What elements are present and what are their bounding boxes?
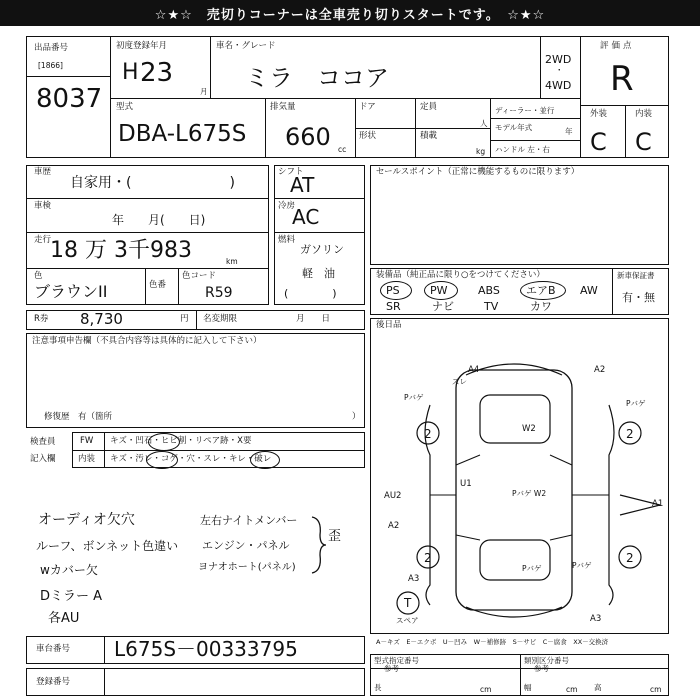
ext-label: 外装: [590, 109, 608, 119]
note-line3: wカバー欠: [40, 563, 98, 577]
r-ticket-value: 8,730: [80, 310, 123, 328]
fuel-alt: 軽 油: [302, 267, 335, 280]
equip-pw-circle: [424, 281, 458, 300]
tire-fr: 2: [626, 427, 634, 441]
r-ticket-unit: 円: [180, 314, 189, 324]
mark-t: T: [404, 596, 412, 610]
history-value: 自家用・( ): [70, 175, 235, 191]
type-label: 型式: [116, 102, 134, 112]
footer-ref2: 参考: [534, 664, 549, 673]
color-label: 色: [34, 271, 43, 281]
history-label: 車歴: [34, 167, 52, 177]
spare-label: スペア: [396, 616, 419, 625]
notes-label: 注意事項申告欄（不具合内容等は具体的に記入して下さい）: [32, 336, 262, 346]
footer-size-label2: 類別区分番号: [524, 656, 569, 665]
mark-pbage-3: Pバゲ: [522, 564, 542, 573]
tire-rr: 2: [626, 551, 634, 565]
mileage-label: 走行: [34, 235, 52, 245]
equip-aw: AW: [580, 284, 598, 297]
ac-value: AC: [292, 205, 320, 229]
mark-au2: AU2: [384, 491, 402, 501]
inspector-int-tag: 内装: [78, 454, 96, 464]
disp-unit: cc: [338, 145, 347, 154]
note-line2: ルーフ、ボンネット色違い: [36, 539, 179, 553]
ac-label: 冷房: [278, 201, 296, 211]
lot-sub: [1866]: [38, 61, 63, 70]
equipment-label: 装備品（純正品に限り○をつけてください）: [376, 270, 545, 280]
ext-value: C: [590, 128, 607, 156]
model-value: ミラ ココア: [245, 64, 389, 92]
sales-label: セールスポイント（正常に機能するものに限ります）: [376, 167, 580, 177]
fuel-paren: ( ): [284, 287, 337, 300]
disp-label: 排気量: [270, 102, 296, 112]
int-value: C: [635, 128, 652, 156]
mark-a3-left: A3: [408, 574, 420, 584]
change-value: 月 日: [296, 314, 331, 324]
rear-label: 後日品: [376, 320, 402, 330]
cap-label: 定員: [420, 102, 438, 112]
tire-rl: 2: [424, 551, 432, 565]
cap-unit: 人: [480, 119, 488, 128]
scuff-circle: [250, 451, 280, 469]
mark-a1: A1: [652, 499, 664, 509]
equip-pw: PW: [430, 284, 448, 297]
score-value: R: [610, 59, 634, 99]
reg-year-label: 初度登録年月: [116, 41, 168, 51]
equip-abs: ABS: [478, 284, 500, 297]
recycle-label: 新車保証書: [617, 271, 655, 280]
lot-label: 出品番号: [34, 43, 69, 53]
dirt-circle: [146, 451, 178, 469]
footer-ref1: 参考: [384, 664, 399, 673]
mark-a4: A4: [468, 365, 480, 375]
color-value: ブラウンII: [34, 282, 108, 301]
inspection-value: 年 月( 日): [112, 213, 206, 227]
footer-length: 長: [374, 683, 382, 692]
equip-sr: SR: [386, 300, 401, 313]
shift-label: シフト: [278, 167, 304, 177]
mark-pbage-1: Pバゲ: [404, 393, 424, 402]
drive-sep: ・: [555, 66, 564, 76]
footer-cm1: cm: [480, 685, 492, 694]
footer-cm2: cm: [566, 685, 578, 694]
inspection-label: 車検: [34, 201, 52, 211]
footer-size-label1: 型式指定番号: [374, 656, 419, 665]
recycle-value: 有・無: [622, 291, 655, 304]
reg-month-unit: 月: [200, 87, 208, 96]
footer-height: 高: [594, 683, 602, 692]
drive-4wd: 4WD: [545, 79, 572, 92]
color-code-value: R59: [205, 285, 233, 301]
load-label: 積載: [420, 131, 438, 141]
equip-airbag: エアB: [526, 284, 556, 297]
repair-label: 修復歴 有（箇所: [44, 412, 113, 422]
door-label: ドア: [359, 102, 376, 112]
inspector-ext-items: キズ・凹石・ヒビ割・リペア跡・X要: [110, 436, 252, 446]
registration-label: 登録番号: [36, 677, 71, 687]
shift-value: AT: [290, 173, 315, 197]
stone-circle: [148, 433, 180, 451]
color-code-label: 色コード: [182, 271, 217, 281]
year-unit: 年: [565, 127, 573, 136]
mark-pbage-2: Pバゲ: [626, 399, 646, 408]
note-right3: ヨナオホート(パネル): [198, 562, 296, 573]
mark-u1: U1: [460, 479, 472, 489]
note-brace: [310, 515, 328, 575]
note-line4: Dミラー A: [40, 589, 103, 604]
chassis-value: L675S－00333795: [114, 637, 298, 661]
mark-a3-rear: A3: [590, 614, 602, 624]
registration-box: [26, 668, 365, 696]
mark-zure: ズレ: [452, 377, 467, 386]
damage-legend: A－キズ E－エクボ U－凹み W－補修跡 S－サビ C－腐食 XX－交換済: [376, 638, 609, 646]
repair-close: ）: [352, 412, 361, 422]
note-right2: エンジン・パネル: [202, 539, 290, 552]
mark-pbage-4: Pバゲ: [572, 561, 592, 570]
note-right1: 左右ナイトメンバー: [200, 514, 298, 527]
banner: ☆★☆ 売切りコーナーは全車売り切りスタートです。 ☆★☆: [0, 0, 700, 26]
model-year-label: モデル年式: [495, 123, 533, 132]
equip-tv: TV: [484, 300, 499, 313]
r-ticket-label: R券: [34, 314, 49, 324]
load-unit: kg: [476, 147, 486, 156]
color-no-label: 色番: [149, 280, 167, 290]
inspector-label2: 記入欄: [30, 454, 56, 464]
reg-year-value: 23: [140, 58, 174, 88]
model-label: 車名・グレード: [216, 41, 276, 51]
mark-a2-left: A2: [388, 521, 400, 531]
mileage-unit: km: [226, 257, 238, 266]
score-label: 評価点: [600, 41, 635, 51]
equip-ps-circle: [380, 281, 412, 300]
disp-value: 660: [285, 123, 331, 151]
drive-2wd: 2WD: [545, 53, 572, 66]
brace-note: 歪: [328, 529, 342, 544]
equip-leather: カワ: [530, 300, 552, 313]
change-label: 名変期限: [203, 314, 238, 324]
chassis-label: 車台番号: [36, 644, 71, 654]
note-line1: オーディオ欠穴: [38, 512, 135, 528]
equip-navi: ナビ: [432, 300, 454, 313]
mark-pbage-w2: Pバゲ W2: [512, 489, 547, 498]
equip-airbag-circle: [520, 281, 566, 300]
tire-fl: 2: [424, 427, 432, 441]
dealer-label: ディーラー・並行: [495, 106, 555, 115]
note-line5: 各AU: [48, 611, 80, 626]
inspector-int-items: キズ・汚レ・コゲ・穴・スレ・キレ・破レ: [110, 454, 272, 464]
sales-box: [370, 165, 669, 265]
car-diagram: [370, 345, 669, 630]
footer-cm3: cm: [650, 685, 662, 694]
mark-a2-top: A2: [594, 365, 606, 375]
mark-w2: W2: [522, 424, 536, 434]
inspector-label1: 検査員: [30, 437, 56, 447]
inspector-ext-tag: FW: [80, 436, 94, 446]
int-label: 内装: [635, 109, 653, 119]
reg-era: H: [122, 60, 139, 85]
footer-width: 幅: [524, 683, 532, 692]
lot-number: 8037: [36, 84, 103, 114]
fuel-label: 燃料: [278, 235, 296, 245]
shape-label: 形状: [359, 131, 377, 141]
mileage-value: 18 万 3千983: [50, 238, 192, 263]
handle-label: ハンドル 左・右: [495, 145, 550, 154]
equip-ps: PS: [386, 284, 400, 297]
type-value: DBA-L675S: [118, 121, 247, 147]
fuel-value: ガソリン: [300, 243, 344, 256]
